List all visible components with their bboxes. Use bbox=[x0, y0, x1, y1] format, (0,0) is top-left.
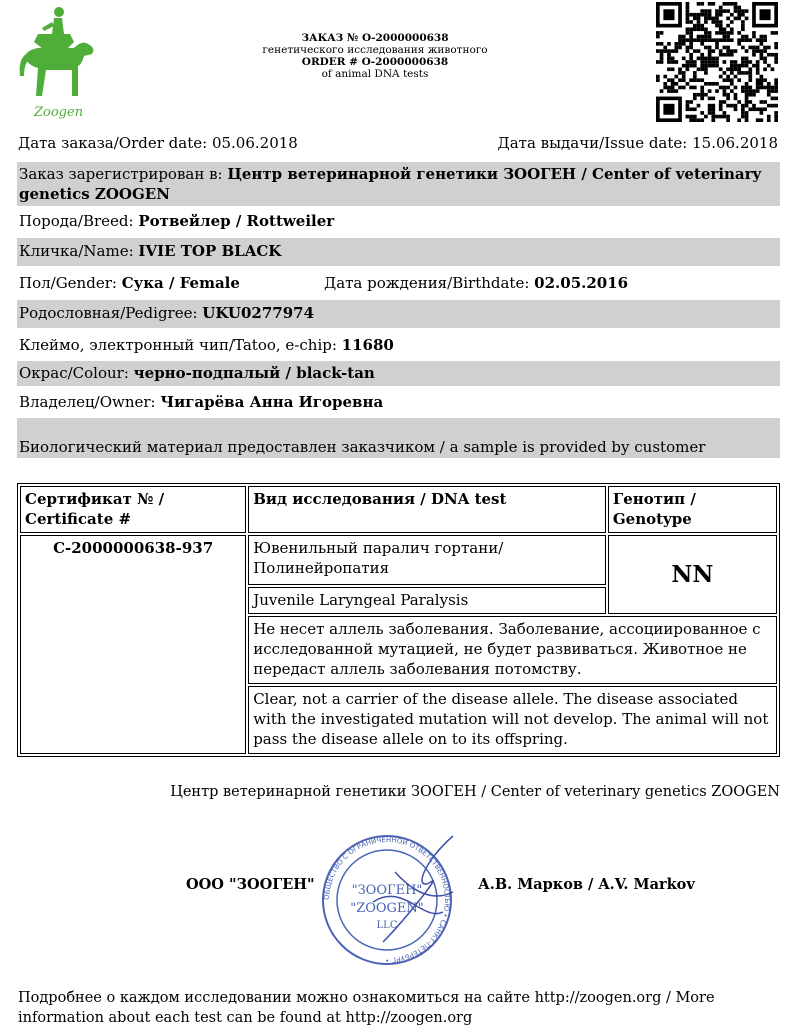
company-name: ООО "ЗООГЕН" bbox=[186, 876, 315, 893]
order-header bbox=[240, 32, 510, 80]
zoogen-logo bbox=[12, 4, 102, 122]
signer-name: А.В. Марков / A.V. Markov bbox=[478, 876, 695, 893]
issue-date: Дата выдачи/Issue date: 15.06.2018 bbox=[497, 134, 778, 152]
dna-test-header: Вид исследования / DNA test bbox=[248, 486, 606, 533]
logo-wordmark: Zoogen bbox=[34, 105, 84, 120]
result-description-en: Clear, not a carrier of the disease allele. The disease associated with the investigated mutation will not develop. The animal will not pass the disease allele on to its offspring. bbox=[248, 686, 777, 754]
test-name-ru: Ювенильный паралич гортани/Полинейропатия bbox=[248, 535, 606, 585]
table-row bbox=[20, 535, 777, 585]
qr-code bbox=[656, 2, 778, 122]
results-table bbox=[17, 483, 780, 757]
result-description-ru: Не несет аллель заболевания. Заболевание, ассоциированное с исследованной мутацией, не будет развиваться. Животное не передаст аллель заболевания потомству. bbox=[248, 616, 777, 684]
company-stamp bbox=[303, 832, 471, 967]
horse-rider-logo-icon bbox=[12, 4, 102, 122]
order-date: Дата заказа/Order date: 05.06.2018 bbox=[18, 134, 298, 152]
test-name-en: Juvenile Laryngeal Paralysis bbox=[248, 587, 606, 614]
certificate-number: C-2000000638-937 bbox=[20, 535, 246, 754]
registered-row: Заказ зарегистрирован в: Центр ветеринарной генетики ЗООГЕН / Center of veterinary genetics ZOOGEN bbox=[17, 162, 780, 206]
genotype-value: NN bbox=[608, 535, 777, 613]
stamp-center-ru: "ЗООГЕН" bbox=[351, 883, 423, 898]
stamp-center-en: "ZOOGEN" bbox=[350, 901, 424, 916]
order-number-en: ORDER # О-2000000638 bbox=[301, 56, 449, 68]
owner-row: Владелец/Owner: Чигарёва Анна Игоревна bbox=[19, 393, 384, 411]
certificate-header: Сертификат № / Certificate # bbox=[20, 486, 246, 533]
qr-code-icon bbox=[656, 2, 778, 122]
tattoo-row: Клеймо, электронный чип/Tatoo, e-chip: 11680 bbox=[19, 336, 394, 354]
order-desc-en: of animal DNA tests bbox=[321, 68, 429, 80]
pedigree-row: Родословная/Pedigree: UKU0277974 bbox=[17, 300, 780, 328]
stamp-seal-icon bbox=[303, 832, 471, 967]
order-number-ru: ЗАКАЗ № О-2000000638 bbox=[301, 32, 449, 44]
birthdate: Дата рождения/Birthdate: 02.05.2016 bbox=[324, 274, 629, 292]
more-info-note: Подробнее о каждом исследовании можно ознакомиться на сайте http://zoogen.org / More information about each test can be found at http://zoogen.org bbox=[18, 990, 715, 1026]
colour-row: Окрас/Colour: черно-подпалый / black-tan bbox=[17, 361, 780, 386]
name-row: Кличка/Name: IVIE TOP BLACK bbox=[17, 238, 780, 266]
order-desc-ru: генетического исследования животного bbox=[262, 44, 488, 56]
genotype-header: Генотип / Genotype bbox=[608, 486, 777, 533]
table-header-row bbox=[20, 486, 777, 533]
breed-row: Порода/Breed: Ротвейлер / Rottweiler bbox=[19, 212, 335, 230]
gender-row: Пол/Gender: Сука / Female Дата рождения/Birthdate: 02.05.2016 bbox=[19, 274, 629, 292]
stamp-llc: LLC bbox=[376, 920, 398, 931]
sample-note-row: Биологический материал предоставлен заказчиком / a sample is provided by customer bbox=[17, 418, 780, 458]
lab-name-footer: Центр ветеринарной генетики ЗООГЕН / Center of veterinary genetics ZOOGEN bbox=[170, 784, 780, 800]
stamp-ring-text: ОБЩЕСТВО С ОГРАНИЧЕННОЙ ОТВЕТСТВЕННОСТЬЮ • САНКТ-ПЕТЕРБУРГ • bbox=[322, 835, 452, 965]
